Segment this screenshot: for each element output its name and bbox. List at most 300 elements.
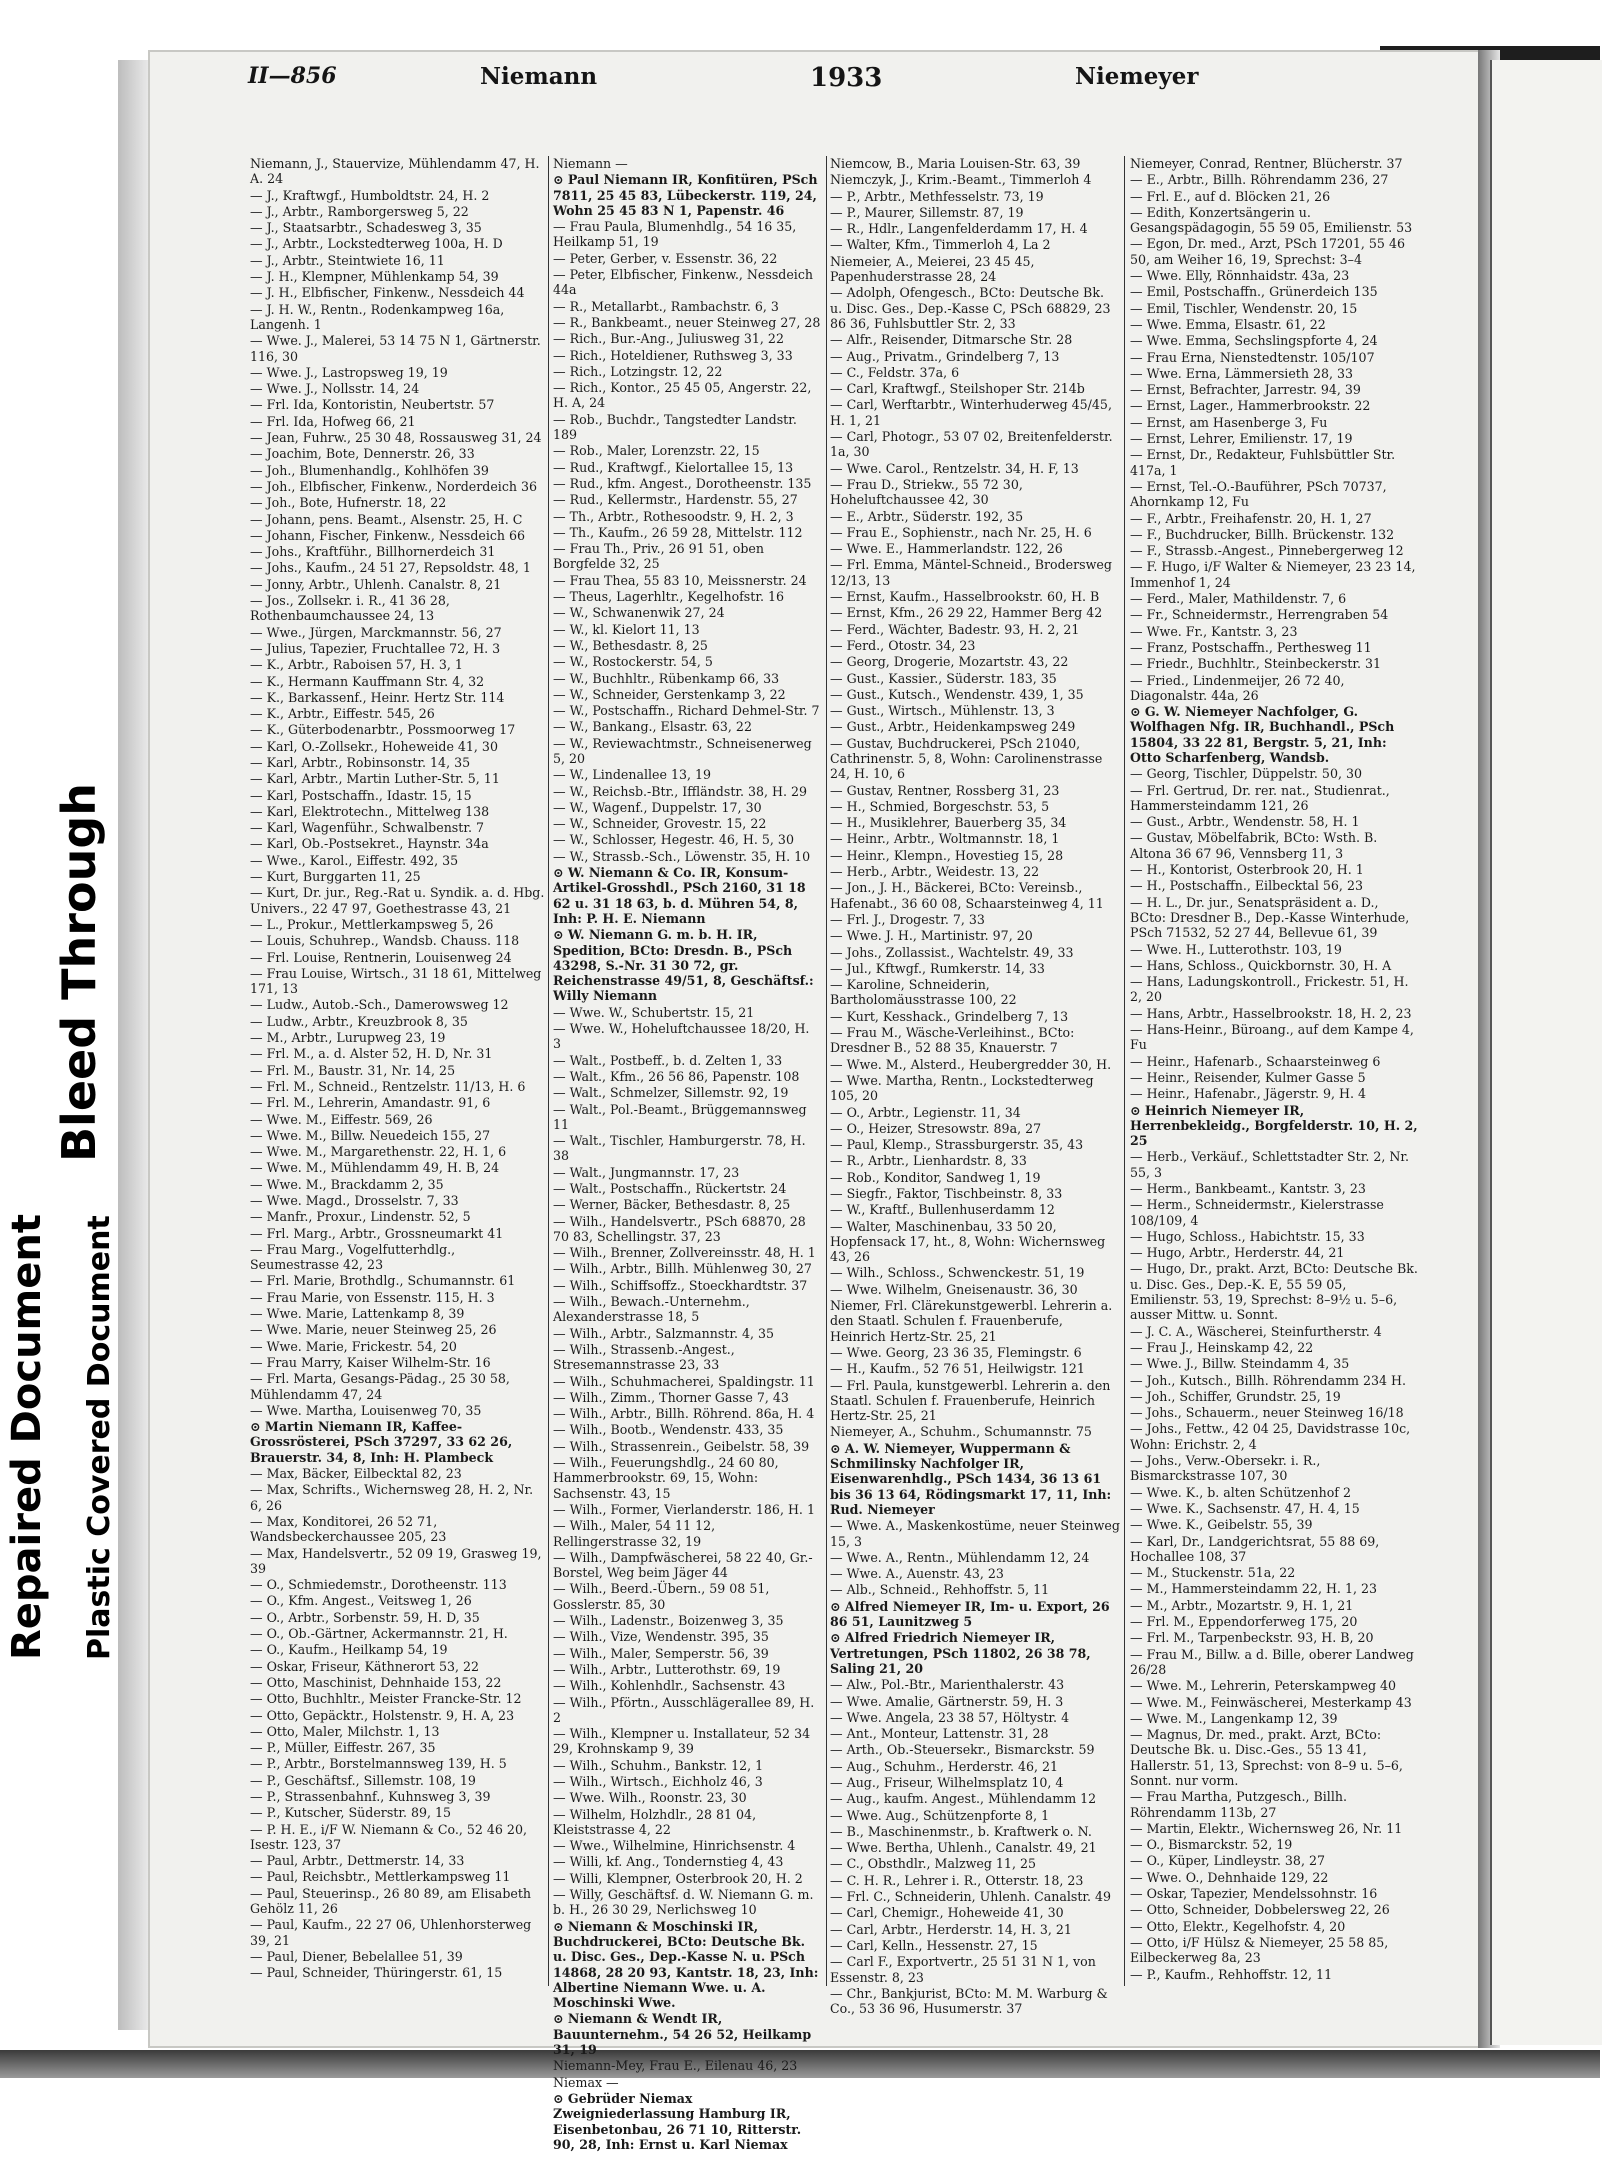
directory-entry: — Karl, Dr., Landgerichtsrat, 55 88 69, Hochallee 108, 37: [1130, 1533, 1380, 1564]
directory-entry: — Walt., Schmelzer, Sillemstr. 92, 19: [553, 1085, 789, 1101]
directory-entry: — W., Schneider, Grovestr. 15, 22: [553, 816, 767, 832]
directory-entry: — P. H. E., i/F W. Niemann & Co., 52 46 20, Isestr. 123, 37: [250, 1821, 527, 1852]
directory-entry: — Wwe. K., b. alten Schützenhof 2: [1130, 1484, 1351, 1500]
directory-entry: — W., Bankang., Elsastr. 63, 22: [553, 719, 752, 735]
directory-entry: — K., Arbtr., Raboisen 57, H. 3, 1: [250, 657, 463, 673]
directory-entry: — R., Bankbeamt., neuer Steinweg 27, 28: [553, 314, 821, 330]
directory-entry: — O., Arbtr., Sorbenstr. 59, H. D, 35: [250, 1609, 480, 1625]
directory-entry: — Kurt, Burggarten 11, 25: [250, 869, 421, 885]
directory-entry: — Wwe., Wilhelmine, Hinrichsenstr. 4: [553, 1838, 796, 1854]
directory-entry: — Hans, Schloss., Quickbornstr. 30, H. A: [1130, 957, 1392, 973]
directory-entry: — Ernst, am Hasenberge 3, Fu: [1130, 414, 1328, 430]
directory-entry: — Hugo, Arbtr., Herderstr. 44, 21: [1130, 1245, 1345, 1261]
directory-entry: — J., Staatsarbtr., Schadesweg 3, 35: [250, 220, 482, 236]
directory-entry: — Otto, Elektr., Kegelhofstr. 4, 20: [1130, 1918, 1346, 1934]
directory-entry: — Frl. Marie, Brothdlg., Schumannstr. 61: [250, 1273, 516, 1289]
directory-entry: — Wwe. E., Hammerlandstr. 122, 26: [830, 541, 1063, 557]
directory-entry: — P., Strassenbahnf., Kuhnsweg 3, 39: [250, 1788, 491, 1804]
directory-entry: — Heinr., Hafenarb., Schaarsteinweg 6: [1130, 1053, 1381, 1069]
directory-entry: — F., Buchdrucker, Billh. Brückenstr. 132: [1130, 526, 1395, 542]
directory-entry: — Adolph, Ofengesch., BCto: Deutsche Bk. u. Disc. Ges., Dep.-Kasse C, PSch 68829, 23 86 36, Fuhlsbuttler Str. 2, 33: [830, 285, 1111, 331]
directory-entry: — Chr., Bankjurist, BCto: M. M. Warburg & Co., 53 36 96, Husumerstr. 37: [830, 1985, 1108, 2017]
directory-entry: — Jonny, Arbtr., Uhlenh. Canalstr. 8, 21: [250, 576, 502, 592]
directory-entry: — Wilh., Schiffsoffz., Stoeckhardtstr. 37: [553, 1277, 808, 1293]
directory-entry: — Willy, Geschäftsf. d. W. Niemann G. m. b. H., 26 30 29, Nerlichsweg 10: [553, 1887, 814, 1918]
directory-entry: — C., Feldstr. 37a, 6: [830, 364, 960, 380]
directory-entry: — Alfr., Reisender, Ditmarsche Str. 28: [830, 332, 1073, 348]
directory-entry: — Johs., Verw.-Obersekr. i. R., Bismarckstrasse 107, 30: [1130, 1453, 1321, 1484]
directory-entry: Niemczyk, J., Krim.-Beamt., Timmerloh 4: [830, 172, 1092, 188]
directory-entry: — H., Musiklehrer, Bauerberg 35, 34: [830, 815, 1067, 831]
directory-entry: — Heinr., Klempn., Hovestieg 15, 28: [830, 847, 1064, 863]
directory-entry: — Ernst, Tel.-O.-Bauführer, PSch 70737, Ahornkamp 12, Fu: [1130, 478, 1387, 510]
directory-entry: — Carl, Kraftwgf., Steilshoper Str. 214b: [830, 381, 1085, 397]
directory-entry: — H., Schmied, Borgeschstr. 53, 5: [830, 798, 1050, 814]
directory-entry: — Hans-Heinr., Büroang., auf dem Kampe 4, Fu: [1130, 1022, 1414, 1053]
directory-entry: ⊙ W. Niemann G. m. b. H. IR, Spedition, BCto: Dresdn. B., PSch 43298, S.-Nr. 31 30 72, gr. Reichenstrasse 49/51, 8, Geschäftsf.: Willy Niemann: [553, 927, 814, 1004]
directory-entry: — Franz, Postschaffn., Perthesweg 11: [1130, 639, 1372, 655]
directory-entry: — Carl F., Exportvertr., 25 51 31 N 1, von Essenstr. 8, 23: [830, 1954, 1096, 1985]
directory-entry: — Wwe. M., Alsterd., Heubergredder 30, H.: [830, 1056, 1112, 1072]
directory-entry: — Rud., Kraftwgf., Kielortallee 15, 13: [553, 459, 794, 475]
directory-entry: — Herm., Schneidermstr., Kielerstrasse 108/109, 4: [1130, 1197, 1384, 1228]
directory-entry: — Rich., Lotzingstr. 12, 22: [553, 363, 723, 379]
directory-entry: ⊙ G. W. Niemeyer Nachfolger, G. Wolfhagen Nfg. IR, Buchhandl., PSch 15804, 33 22 81, Bergstr. 5, 21, Inh: Otto Scharfenberg, Wandsb.: [1130, 704, 1395, 765]
directory-entry: — Wilh., Kohlenhdlr., Sachsenstr. 43: [553, 1678, 786, 1694]
next-page-strip: [1490, 60, 1602, 2045]
directory-entry: — Wilh., Bootb., Wendenstr. 433, 35: [553, 1422, 784, 1438]
directory-entry: — Fr., Schneidermstr., Herrengraben 54: [1130, 607, 1389, 623]
directory-entry: — Oskar, Friseur, Käthnerort 53, 22: [250, 1658, 480, 1674]
directory-entry: — Alw., Pol.-Btr., Marienthalerstr. 43: [830, 1677, 1065, 1693]
directory-entry: — J. C. A., Wäscherei, Steinfurtherstr. 4: [1130, 1323, 1382, 1339]
directory-entry: ⊙ Heinrich Niemeyer IR, Herrenbekleidg., Borgfelderstr. 10, H. 2, 25: [1130, 1102, 1418, 1149]
directory-entry: — Wwe. Carol., Rentzelstr. 34, H. F, 13: [830, 460, 1079, 476]
directory-entry: — Joh., Schiffer, Grundstr. 25, 19: [1130, 1388, 1341, 1404]
directory-entry: Niemann, J., Stauervize, Mühlendamm 47, H. A. 24: [250, 156, 540, 187]
directory-entry: — Karl, O.-Zollsekr., Hoheweide 41, 30: [250, 738, 498, 754]
directory-entry: — Wilh., Zimm., Thorner Gasse 7, 43: [553, 1389, 789, 1405]
directory-entry: — Gustav, Rentner, Rossberg 31, 23: [830, 782, 1060, 798]
directory-entry: — Otto, i/F Hülsz & Niemeyer, 25 58 85, Eilbeckerweg 8a, 23: [1130, 1934, 1389, 1966]
directory-entry: — Rich., Hoteldiener, Ruthsweg 3, 33: [553, 347, 793, 363]
directory-entry: — M., Arbtr., Lurupweg 23, 19: [250, 1030, 446, 1046]
directory-entry: — Georg, Drogerie, Mozartstr. 43, 22: [830, 654, 1069, 670]
directory-entry: — Ernst, Dr., Redakteur, Fuhlsbüttler Str. 417a, 1: [1130, 447, 1396, 478]
directory-entry: — Johann, Fischer, Finkenw., Nessdeich 66: [250, 527, 526, 543]
directory-entry: — Frau Th., Priv., 26 91 51, oben Borgfelde 32, 25: [553, 541, 764, 572]
directory-entry: — Frau Marie, von Essenstr. 115, H. 3: [250, 1289, 495, 1305]
directory-entry: — Wwe. A., Maskenkostüme, neuer Steinweg 15, 3: [830, 1518, 1120, 1549]
directory-entry: — Wilh., Schloss., Schwenckestr. 51, 19: [830, 1265, 1085, 1281]
directory-entry: — Frl. Emma, Mäntel-Schneid., Brodersweg 12/13, 13: [830, 557, 1112, 588]
directory-entry: — Wwe. K., Geibelstr. 55, 39: [1130, 1517, 1313, 1533]
directory-entry: — Oskar, Tapezier, Mendelssohnstr. 16: [1130, 1886, 1378, 1902]
directory-entry: — Willi, Klempner, Osterbrook 20, H. 2: [553, 1870, 803, 1886]
directory-entry: — Carl, Photogr., 53 07 02, Breitenfelderstr. 1a, 30: [830, 429, 1113, 460]
directory-entry: — Paul, Schneider, Thüringerstr. 61, 15: [250, 1965, 503, 1981]
directory-entry: — E., Arbtr., Billh. Röhrendamm 236, 27: [1130, 172, 1389, 188]
directory-entry: — Ludw., Arbtr., Kreuzbrook 8, 35: [250, 1013, 468, 1029]
directory-entry: — Wwe. Wilhelm, Gneisenaustr. 36, 30: [830, 1281, 1078, 1297]
directory-entry: — Paul, Kaufm., 22 27 06, Uhlenhorsterweg 39, 21: [250, 1917, 532, 1948]
directory-entry: — Frau E., Sophienstr., nach Nr. 25, H. 6: [830, 524, 1092, 540]
directory-entry: — Rob., Konditor, Sandweg 1, 19: [830, 1169, 1041, 1185]
directory-entry: — Jul., Kftwgf., Rumkerstr. 14, 33: [830, 960, 1045, 976]
directory-entry: — K., Barkassenf., Heinr. Hertz Str. 114: [250, 689, 505, 705]
directory-entry: — Joachim, Bote, Dennerstr. 26, 33: [250, 446, 475, 462]
directory-entry: — K., Güterbodenarbtr., Possmoorweg 17: [250, 722, 516, 738]
directory-entry: — Wilh., Wirtsch., Eichholz 46, 3: [553, 1773, 763, 1789]
directory-entry: Niemann —: [553, 156, 628, 171]
directory-column-1: [250, 156, 546, 2036]
directory-entry: — Ludw., Autob.-Sch., Damerowsweg 12: [250, 997, 509, 1013]
directory-entry: — W., Reviewachtmstr., Schneisenerweg 5, 20: [553, 735, 812, 766]
directory-entry: — Frl. Ida, Kontoristin, Neubertstr. 57: [250, 397, 495, 413]
directory-entry: — Wwe. M., Eiffestr. 569, 26: [250, 1111, 433, 1127]
directory-entry: ⊙ A. W. Niemeyer, Wuppermann & Schmilinsky Nachfolger IR, Eisenwarenhdlg., PSch 1434, 36 13 61 bis 36 13 64, Rödingsmarkt 17, 11, Inh: Rud. Niemeyer: [830, 1440, 1112, 1517]
directory-entry: — M., Stuckenstr. 51a, 22: [1130, 1565, 1296, 1581]
directory-entry: — O., Bismarckstr. 52, 19: [1130, 1837, 1293, 1853]
directory-entry: — Frl. M., Eppendorferweg 175, 20: [1130, 1614, 1358, 1630]
directory-entry: — Wwe. A., Auenstr. 43, 23: [830, 1566, 1004, 1582]
directory-entry: — Johs., Fettw., 42 04 25, Davidstrasse 10c, Wohn: Erichstr. 2, 4: [1130, 1421, 1411, 1452]
directory-entry: — Heinr., Arbtr., Woltmannstr. 18, 1: [830, 831, 1060, 847]
directory-entry: — Jon., J. H., Bäckerei, BCto: Vereinsb., Hafenabt., 36 60 08, Schaarsteinweg 4, 11: [830, 880, 1104, 911]
directory-entry: — Frl. M., Tarpenbeckstr. 93, H. B, 20: [1130, 1630, 1374, 1646]
directory-entry: — Otto, Maler, Milchstr. 1, 13: [250, 1723, 440, 1739]
scanner-edge-left: [118, 60, 148, 2030]
directory-entry: — Frau M., Wäsche-Verleihinst., BCto: Dresdner B., 52 88 35, Knauerstr. 7: [830, 1025, 1075, 1056]
directory-entry: — Wwe. M., Margarethenstr. 22, H. 1, 6: [250, 1144, 507, 1160]
directory-entry: — P., Arbtr., Borstelmannsweg 139, H. 5: [250, 1756, 507, 1772]
directory-entry: — Wwe. O., Dehnhaide 129, 22: [1130, 1869, 1329, 1885]
directory-entry: — W., Schwanenwik 27, 24: [553, 605, 725, 621]
header-left-name: Niemann: [480, 63, 598, 90]
directory-entry: — Ernst, Kaufm., Hasselbrookstr. 60, H. B: [830, 589, 1100, 605]
directory-entry: — W., Lindenallee 13, 19: [553, 767, 712, 783]
directory-entry: — K., Hermann Kauffmann Str. 4, 32: [250, 673, 485, 689]
directory-entry: — J. H. W., Rentn., Rodenkampweg 16a, Langenh. 1: [250, 301, 505, 332]
directory-entry: — Hans, Arbtr., Hasselbrookstr. 18, H. 2, 23: [1130, 1005, 1412, 1021]
directory-entry: — Otto, Maschinist, Dehnhaide 153, 22: [250, 1674, 502, 1690]
directory-entry: — R., Arbtr., Lienhardstr. 8, 33: [830, 1153, 1027, 1169]
directory-entry: — Wwe. J., Lastropsweg 19, 19: [250, 364, 448, 380]
directory-entry: — Wwe. Erna, Lämmersieth 28, 33: [1130, 365, 1354, 381]
directory-entry: — Ant., Monteur, Lattenstr. 31, 28: [830, 1726, 1049, 1742]
directory-entry: — Paul, Reichsbtr., Mettlerkampsweg 11: [250, 1869, 511, 1885]
directory-entry: Niemeyer, Conrad, Rentner, Blücherstr. 37: [1130, 156, 1403, 171]
directory-entry: — Wilhelm, Holzhdlr., 28 81 04, Kleiststrasse 4, 22: [553, 1806, 757, 1837]
directory-entry: Niemcow, B., Maria Louisen-Str. 63, 39: [830, 156, 1081, 171]
directory-entry: — Ernst, Kfm., 26 29 22, Hammer Berg 42: [830, 605, 1103, 621]
directory-entry: — Wilh., Strassenb.-Angest., Stresemannstrasse 23, 33: [553, 1341, 735, 1373]
directory-entry: ⊙ Martin Niemann IR, Kaffee-Grossrösterei, PSch 37297, 33 62 26, Brauerstr. 34, 8, Inh: H. Plambeck: [250, 1419, 513, 1465]
directory-entry: — C. H. R., Lehrer i. R., Otterstr. 18, 23: [830, 1872, 1084, 1888]
directory-entry: ⊙ Alfred Niemeyer IR, Im- u. Export, 26 86 51, Launitzweg 5: [830, 1598, 1110, 1630]
directory-entry: — Wwe. J., Nollsstr. 14, 24: [250, 381, 420, 397]
directory-entry: — Frl. M., a. d. Alster 52, H. D, Nr. 31: [250, 1046, 493, 1062]
directory-entry: — Herm., Bankbeamt., Kantstr. 3, 23: [1130, 1181, 1366, 1196]
directory-entry: — Johs., Kraftführ., Billhornerdeich 31: [250, 544, 496, 560]
directory-entry: — W., Buchhltr., Rübenkamp 66, 33: [553, 670, 780, 686]
directory-entry: — Wilh., Pförtn., Ausschlägerallee 89, H. 2: [553, 1694, 815, 1725]
directory-entry: — Wwe. W., Schubertstr. 15, 21: [553, 1004, 755, 1020]
directory-entry: — F. Hugo, i/F Walter & Niemeyer, 23 23 14, Immenhof 1, 24: [1130, 559, 1416, 590]
directory-entry: — Frau Erna, Nienstedtenstr. 105/107: [1130, 349, 1375, 365]
directory-entry: — Gust., Kutsch., Wendenstr. 439, 1, 35: [830, 686, 1084, 702]
directory-entry: — Frau Thea, 55 83 10, Meissnerstr. 24: [553, 572, 807, 588]
directory-entry: — P., Müller, Eiffestr. 267, 35: [250, 1740, 436, 1756]
directory-entry: — Paul, Arbtr., Dettmerstr. 14, 33: [250, 1853, 465, 1869]
directory-entry: — Gust., Kassier., Süderstr. 183, 35: [830, 670, 1057, 686]
directory-entry: — J. H., Klempner, Mühlenkamp 54, 39: [250, 269, 499, 285]
directory-entry: — O., Ob.-Gärtner, Ackermannstr. 21, H.: [250, 1626, 508, 1642]
directory-entry: — Frl. Gertrud, Dr. rer. nat., Studienrat., Hammersteindamm 121, 26: [1130, 782, 1390, 813]
directory-entry: — O., Arbtr., Legienstr. 11, 34: [830, 1104, 1021, 1120]
directory-entry: Niemeyer, A., Schuhm., Schumannstr. 75: [830, 1424, 1092, 1440]
directory-entry: — C., Obsthdlr., Malzweg 11, 25: [830, 1856, 1036, 1872]
directory-entry: — Gust., Arbtr., Wendenstr. 58, H. 1: [1130, 814, 1360, 830]
directory-entry: — Karl, Ob.-Postsekret., Haynstr. 34a: [250, 836, 489, 852]
directory-entry: — Paul, Diener, Bebelallee 51, 39: [250, 1948, 463, 1964]
directory-entry: — Frl. E., auf d. Blöcken 21, 26: [1130, 188, 1331, 204]
directory-entry: Niemer, Frl. Clärekunstgewerbl. Lehrerin a. den Staatl. Schulen f. Frauenberufe, Heinrich Hertz-Str. 25, 21: [830, 1298, 1113, 1344]
header-year: 1933: [810, 63, 883, 93]
directory-entry: — Johs., Kaufm., 24 51 27, Repsoldstr. 48, 1: [250, 560, 531, 576]
directory-entry: — Wwe. Wilh., Roonstr. 23, 30: [553, 1790, 747, 1806]
directory-entry: — Paul, Klemp., Strassburgerstr. 35, 43: [830, 1137, 1084, 1153]
directory-entry: — O., Heizer, Stresowstr. 89a, 27: [830, 1120, 1042, 1136]
directory-entry: — Carl, Chemigr., Hoheweide 41, 30: [830, 1905, 1064, 1921]
directory-entry: — Otto, Gepäcktr., Holstenstr. 9, H. A, 23: [250, 1707, 515, 1723]
directory-entry: — Frau J., Heinskamp 42, 22: [1130, 1339, 1314, 1355]
directory-entry: — J., Arbtr., Ramborgersweg 5, 22: [250, 203, 469, 219]
directory-entry: — H., Kaufm., 52 76 51, Heilwigstr. 121: [830, 1361, 1085, 1377]
directory-entry: — Frau Martha, Putzgesch., Billh. Röhrendamm 113b, 27: [1130, 1789, 1347, 1820]
directory-entry: — Wwe. M., Lehrerin, Peterskampweg 40: [1130, 1678, 1397, 1694]
directory-entry: — Wwe. Emma, Elsastr. 61, 22: [1130, 316, 1326, 332]
directory-entry: — O., Küper, Lindleystr. 38, 27: [1130, 1853, 1325, 1869]
directory-entry: — Wilh., Arbtr., Billh. Röhrend. 86a, H. 4: [553, 1406, 815, 1422]
directory-entry: — Gust., Wirtsch., Mühlenstr. 13, 3: [830, 703, 1055, 719]
directory-entry: — W., Strassb.-Sch., Löwenstr. 35, H. 10: [553, 848, 811, 864]
directory-entry: — Johs., Schauerm., neuer Steinweg 16/18: [1130, 1405, 1404, 1421]
page-number: II—856: [248, 63, 337, 89]
directory-entry: — P., Kutscher, Süderstr. 89, 15: [250, 1805, 452, 1821]
directory-entry: Niemeier, A., Meierei, 23 45 45, Papenhuderstrasse 28, 24: [830, 253, 1035, 285]
directory-entry: — Wilh., Arbtr., Salzmannstr. 4, 35: [553, 1325, 775, 1341]
directory-entry: — Willi, kf. Ang., Tondernstieg 4, 43: [553, 1854, 784, 1870]
directory-entry: — Julius, Tapezier, Fruchtallee 72, H. 3: [250, 640, 501, 656]
directory-entry: — Hans, Ladungskontroll., Frickestr. 51, H. 2, 20: [1130, 974, 1409, 1005]
directory-entry: — Emil, Postschaffn., Grünerdeich 135: [1130, 284, 1378, 300]
directory-entry: — Heinr., Hafenabr., Jägerstr. 9, H. 4: [1130, 1086, 1367, 1102]
directory-entry: — Rich., Bur.-Ang., Juliusweg 31, 22: [553, 331, 784, 347]
directory-entry: — P., Arbtr., Methfesselstr. 73, 19: [830, 188, 1044, 204]
directory-entry: — Wwe. W., Hoheluftchaussee 18/20, H. 3: [553, 1021, 810, 1052]
directory-entry: — Frl. J., Drogestr. 7, 33: [830, 911, 985, 927]
directory-entry: — Ferd., Wächter, Badestr. 93, H. 2, 21: [830, 621, 1080, 637]
directory-entry: — Wwe. M., Mühlendamm 49, H. B, 24: [250, 1160, 500, 1176]
directory-entry: — R., Metallarbt., Rambachstr. 6, 3: [553, 298, 779, 314]
directory-entry: — Hugo, Schloss., Habichtstr. 15, 33: [1130, 1228, 1365, 1244]
directory-entry: — Wilh., Arbtr., Billh. Mühlenweg 30, 27: [553, 1261, 812, 1277]
directory-entry: — Peter, Gerber, v. Essenstr. 36, 22: [553, 250, 778, 266]
directory-entry: ⊙ Alfred Friedrich Niemeyer IR, Vertretungen, PSch 11802, 26 38 78, Saling 21, 20: [830, 1630, 1091, 1676]
column-rule: [826, 156, 827, 1986]
directory-entry: — Karl, Wagenführ., Schwalbenstr. 7: [250, 820, 484, 836]
directory-entry: — Wwe. Marie, Lattenkamp 8, 39: [250, 1306, 465, 1322]
directory-entry: — Walt., Kfm., 26 56 86, Papenstr. 108: [553, 1068, 800, 1084]
directory-entry: — J., Arbtr., Steintwiete 16, 11: [250, 252, 445, 268]
directory-entry: — Frl. Marta, Gesangs-Pädag., 25 30 58, Mühlendamm 47, 24: [250, 1371, 510, 1402]
directory-entry: — Karl, Postschaffn., Idastr. 15, 15: [250, 787, 472, 803]
directory-entry: — Wwe. Emma, Sechslingspforte 4, 24: [1130, 333, 1378, 349]
directory-entry: — Ernst, Lager., Hammerbrookstr. 22: [1130, 398, 1371, 414]
directory-entry: — Wilh., Maler, Semperstr. 56, 39: [553, 1645, 769, 1661]
directory-entry: — Aug., Schuhm., Herderstr. 46, 21: [830, 1758, 1059, 1774]
directory-entry: — Hugo, Dr., prakt. Arzt, BCto: Deutsche Bk. u. Disc. Ges., Dep.-K. E, 55 59 05, Emilienstr. 53, 19, Sprechst: 8–9½ u. 5–6, ausser Mittw. u. Sonnt.: [1130, 1261, 1418, 1323]
directory-entry: — Th., Arbtr., Rothesoodstr. 9, H. 2, 3: [553, 508, 794, 524]
directory-entry: — H., Kontorist, Osterbrook 20, H. 1: [1130, 862, 1364, 878]
directory-entry: — F., Arbtr., Freihafenstr. 20, H. 1, 27: [1130, 510, 1372, 526]
directory-entry: — Wwe. Fr., Kantstr. 3, 23: [1130, 623, 1298, 639]
directory-entry: — Wilh., Maler, 54 11 12, Rellingerstrasse 32, 19: [553, 1518, 716, 1549]
directory-entry: — Walter, Maschinenbau, 33 50 20, Hopfensack 17, ht., 8, Wohn: Wichernsweg 43, 26: [830, 1218, 1106, 1265]
directory-entry: — Ferd., Maler, Mathildenstr. 7, 6: [1130, 591, 1347, 607]
directory-entry: — W., Reichsb.-Btr., Iffländstr. 38, H. 29: [553, 783, 808, 799]
directory-entry: — P., Geschäftsf., Sillemstr. 108, 19: [250, 1772, 476, 1788]
directory-entry: — J. H., Elbfischer, Finkenw., Nessdeich 44: [250, 285, 525, 301]
directory-entry: — Herb., Verkäuf., Schlettstadter Str. 2, Nr. 55, 3: [1130, 1149, 1410, 1180]
directory-entry: Niemax —: [553, 2074, 619, 2090]
directory-entry: — Louis, Schuhrep., Wandsb. Chauss. 118: [250, 933, 520, 949]
directory-entry: — W., Postschaffn., Richard Dehmel-Str. 7: [553, 703, 820, 719]
directory-entry: — Walt., Postschaffn., Rückertstr. 24: [553, 1181, 787, 1196]
directory-entry: — Max, Handelsvertr., 52 09 19, Grasweg 19, 39: [250, 1545, 542, 1576]
directory-entry: — M., Hammersteindamm 22, H. 1, 23: [1130, 1581, 1377, 1597]
directory-entry: — Wilh., Bewach.-Unternehm., Alexanderstrasse 18, 5: [553, 1294, 750, 1325]
directory-entry: — W., Rostockerstr. 54, 5: [553, 654, 713, 670]
directory-entry: — Carl, Werftarbtr., Winterhuderweg 45/45, H. 1, 21: [830, 397, 1112, 428]
directory-entry: — Peter, Elbfischer, Finkenw., Nessdeich 44a: [553, 267, 813, 298]
directory-entry: — Wilh., Klempner u. Installateur, 52 34 29, Krohnskamp 9, 39: [553, 1726, 811, 1757]
directory-entry: — Wilh., Schuhm., Bankstr. 12, 1: [553, 1757, 764, 1773]
directory-entry: — Rob., Maler, Lorenzstr. 22, 15: [553, 443, 760, 459]
directory-entry: — Carl, Kelln., Hessenstr. 27, 15: [830, 1937, 1038, 1953]
directory-entry: — Aug., Privatm., Grindelberg 7, 13: [830, 348, 1060, 364]
directory-entry: — Wilh., Strassenrein., Geibelstr. 58, 39: [553, 1438, 810, 1454]
directory-entry: — F., Strassb.-Angest., Pinnebergerweg 12: [1130, 543, 1404, 559]
directory-entry: — W., Wagenf., Duppelstr. 17, 30: [553, 799, 762, 815]
directory-entry: ⊙ Paul Niemann IR, Konfitüren, PSch 7811, 25 45 83, Lübeckerstr. 119, 24, Wohn 25 45 83 N 1, Papenstr. 46: [553, 172, 818, 218]
column-rule: [548, 156, 549, 1986]
directory-entry: — Aug., kaufm. Angest., Mühlendamm 12: [830, 1791, 1097, 1807]
directory-entry: ⊙ Niemann & Wendt IR, Bauunternehm., 54 26 52, Heilkamp 31, 19: [553, 2011, 812, 2058]
directory-entry: — Wwe. Marie, Frickestr. 54, 20: [250, 1338, 457, 1354]
directory-entry: — Wilh., Schuhmacherei, Spaldingstr. 11: [553, 1373, 815, 1389]
directory-entry: — Rud., Kellermstr., Hardenstr. 55, 27: [553, 492, 798, 508]
directory-entry: — Gustav, Möbelfabrik, BCto: Wsth. B. Altona 36 67 96, Vennsberg 11, 3: [1130, 830, 1378, 861]
directory-entry: — Frl. Ida, Hofweg 66, 21: [250, 413, 416, 429]
directory-entry: — R., Hdlr., Langenfelderdamm 17, H. 4: [830, 221, 1088, 237]
directory-entry: — Johann, pens. Beamt., Alsenstr. 25, H. C: [250, 511, 523, 527]
directory-entry: — Th., Kaufm., 26 59 28, Mittelstr. 112: [553, 524, 803, 540]
directory-entry: — Frl. M., Schneid., Rentzelstr. 11/13, H. 6: [250, 1078, 526, 1094]
directory-entry: — Paul, Steuerinsp., 26 80 89, am Elisabeth Gehölz 11, 26: [250, 1885, 532, 1917]
directory-entry: — Wwe. K., Sachsenstr. 47, H. 4, 15: [1130, 1500, 1360, 1516]
directory-entry: — Carl, Arbtr., Herderstr. 14, H. 3, 21: [830, 1921, 1072, 1937]
directory-entry: — Emil, Tischler, Wendenstr. 20, 15: [1130, 300, 1358, 316]
directory-entry: — Joh., Blumenhandlg., Kohlhöfen 39: [250, 462, 489, 478]
directory-entry: — Frau Paula, Blumenhdlg., 54 16 35, Heilkamp 51, 19: [553, 219, 797, 250]
directory-entry: — Karl, Arbtr., Martin Luther-Str. 5, 11: [250, 771, 500, 787]
directory-entry: — W., Schneider, Gerstenkamp 3, 22: [553, 686, 786, 702]
directory-entry: — Wwe. Martha, Louisenweg 70, 35: [250, 1402, 482, 1418]
directory-entry: — O., Kfm. Angest., Veitsweg 1, 26: [250, 1593, 472, 1609]
directory-entry: — Otto, Schneider, Dobbelersweg 22, 26: [1130, 1902, 1390, 1918]
directory-entry: — Edith, Konzertsängerin u. Gesangspädagogin, 55 59 05, Emilienstr. 53: [1130, 204, 1413, 236]
directory-entry: — Otto, Buchhltr., Meister Francke-Str. 12: [250, 1691, 522, 1707]
directory-entry: — Frl. Louise, Rentnerin, Louisenweg 24: [250, 949, 512, 965]
directory-entry: — Wwe. Elly, Rönnhaidstr. 43a, 23: [1130, 268, 1350, 284]
directory-entry: — Ernst, Lehrer, Emilienstr. 17, 19: [1130, 431, 1353, 447]
directory-entry: — W., Schlosser, Hegestr. 46, H. 5, 30: [553, 832, 794, 848]
bleed-through-stamp: Bleed Through: [52, 782, 106, 1162]
directory-entry: — Wilh., Handelsvertr., PSch 68870, 28 70 83, Schellingstr. 37, 23: [553, 1213, 806, 1244]
directory-entry: — Wwe. M., Feinwäscherei, Mesterkamp 43: [1130, 1694, 1412, 1710]
directory-entry: — Frl. C., Schneiderin, Uhlenh. Canalstr. 49: [830, 1889, 1112, 1905]
directory-entry: — Gustav, Buchdruckerei, PSch 21040, Cathrinenstr. 5, 8, Wohn: Carolinenstrasse 24, H. 10, 6: [830, 735, 1103, 782]
directory-entry: — Wwe. M., Billw. Neuedeich 155, 27: [250, 1127, 491, 1143]
directory-entry: — Fried., Lindenmeijer, 26 72 40, Diagonalstr. 44a, 26: [1130, 672, 1345, 703]
directory-entry: — Werner, Bäcker, Bethesdastr. 8, 25: [553, 1197, 791, 1213]
directory-entry: — Ferd., Otostr. 34, 23: [830, 637, 976, 653]
directory-entry: — Wwe. Angela, 23 38 57, Höltystr. 4: [830, 1709, 1070, 1725]
directory-entry: — Wwe. Bertha, Uhlenh., Canalstr. 49, 21: [830, 1840, 1097, 1856]
directory-entry: — Wwe. M., Langenkamp 12, 39: [1130, 1710, 1338, 1726]
directory-entry: — Rich., Kontor., 25 45 05, Angerstr. 22, H. A, 24: [553, 380, 812, 411]
directory-entry: — Max, Konditorei, 26 52 71, Wandsbeckerchaussee 205, 23: [250, 1513, 447, 1545]
directory-entry: — Joh., Elbfischer, Finkenw., Norderdeich 36: [250, 478, 538, 494]
plastic-covered-stamp: Plastic Covered Document: [82, 1215, 117, 1660]
directory-entry: — Frau Marry, Kaiser Wilhelm-Str. 16: [250, 1354, 491, 1370]
directory-entry: — Wwe., Karol., Eiffestr. 492, 35: [250, 852, 459, 868]
directory-entry: — Magnus, Dr. med., prakt. Arzt, BCto: Deutsche Bk. u. Disc.-Ges., 55 13 41, Hallerstr. 51, 13, Sprechst: von 8–9 u. 5–6, Sonnt. nur vorm.: [1130, 1727, 1403, 1788]
directory-entry: ⊙ Niemann & Moschinski IR, Buchdruckerei, BCto: Deutsche Bk. u. Disc. Ges., Dep.-Kasse N. u. PSch 14868, 28 20 93, Kantstr. 18, 23, Inh: Albertine Niemann Wwe. u. A. Moschinski Wwe.: [553, 1918, 819, 2011]
directory-entry: — Karoline, Schneiderin, Bartholomäusstrasse 100, 22: [830, 977, 1017, 1008]
directory-entry: — W., Kraftf., Bullenhuserdamm 12: [830, 1202, 1055, 1218]
directory-entry: — P., Kaufm., Rehhoffstr. 12, 11: [1130, 1966, 1333, 1982]
directory-entry: — Gust., Arbtr., Heidenkampsweg 249: [830, 719, 1076, 735]
directory-entry: — Walt., Pol.-Beamt., Brüggemannsweg 11: [553, 1101, 807, 1132]
directory-entry: — Kurt, Kesshack., Grindelberg 7, 13: [830, 1008, 1069, 1024]
directory-column-4: [1130, 156, 1418, 2036]
directory-entry: — W., Bethesdastr. 8, 25: [553, 637, 708, 653]
directory-entry: — Joh., Bote, Hufnerstr. 18, 22: [250, 495, 447, 511]
directory-entry: — L., Prokur., Mettlerkampsweg 5, 26: [250, 916, 494, 932]
directory-entry: — H. L., Dr. jur., Senatspräsident a. D., BCto: Dresdner B., Dep.-Kasse Winterhude, PSch 71532, 52 27 44, Bellevue 61, 39: [1130, 894, 1410, 941]
header-right-name: Niemeyer: [1075, 63, 1199, 90]
directory-entry: — Wwe. H., Lutterothstr. 103, 19: [1130, 941, 1342, 957]
directory-entry: — Walt., Tischler, Hamburgerstr. 78, H. 38: [553, 1133, 806, 1164]
directory-entry: — Wwe. M., Brackdamm 2, 35: [250, 1176, 444, 1192]
directory-entry: — Wwe. Martha, Rentn., Lockstedterweg 105, 20: [830, 1072, 1094, 1104]
directory-entry: — Max, Bäcker, Eilbecktal 82, 23: [250, 1466, 462, 1482]
directory-entry: — Wwe. Georg, 23 36 35, Flemingstr. 6: [830, 1344, 1082, 1360]
directory-entry: — Rud., kfm. Angest., Dorotheenstr. 135: [553, 475, 812, 491]
